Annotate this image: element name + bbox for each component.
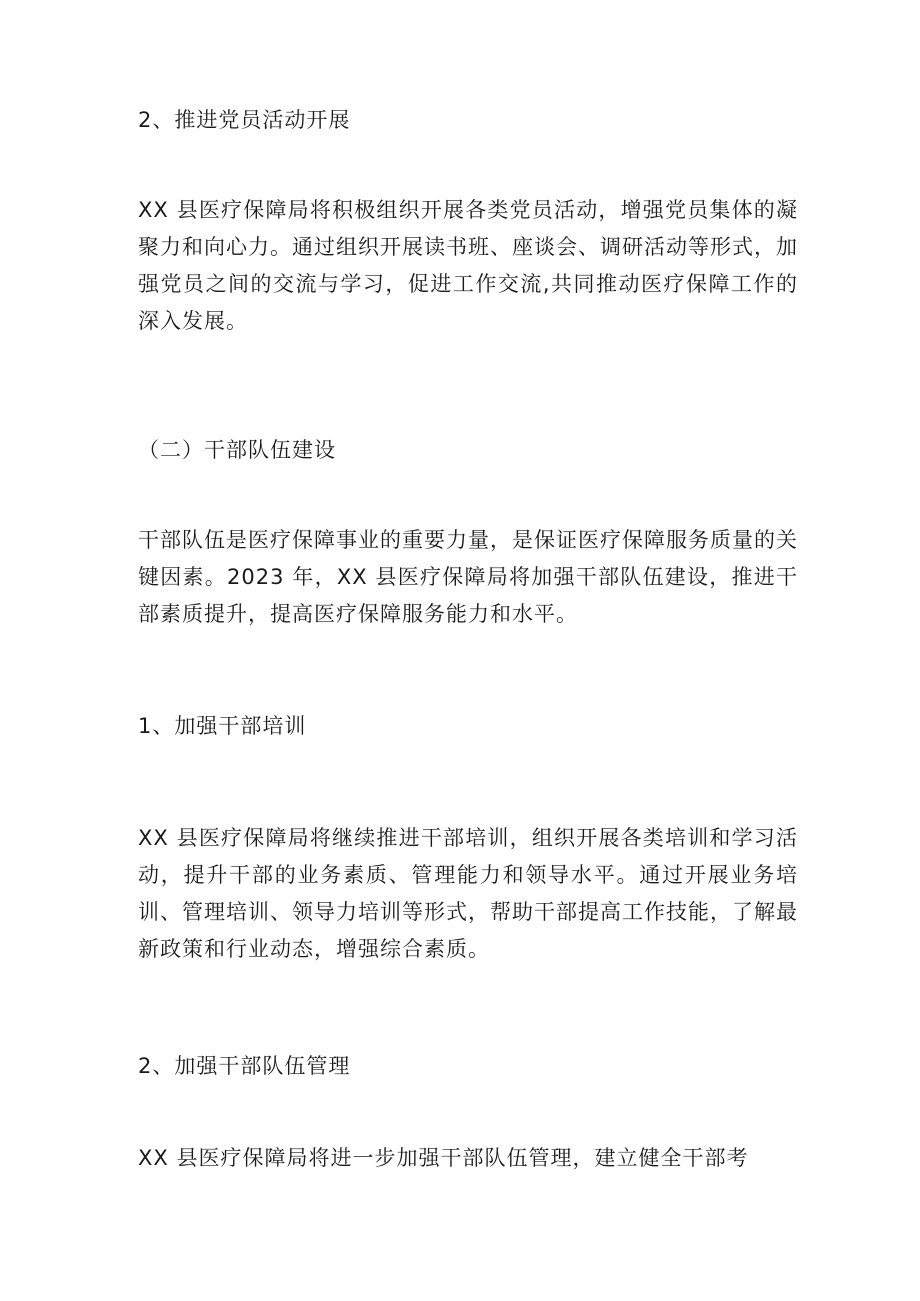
section-heading-cadre-team: （二）干部队伍建设	[138, 438, 336, 462]
paragraph-cadre-management: XX 县医疗保障局将进一步加强干部队伍管理，建立健全干部考	[138, 1146, 749, 1170]
section-heading-party-activities: 2、推进党员活动开展	[138, 108, 351, 132]
paragraph-cadre-team: 干部队伍是医疗保障事业的重要力量，是保证医疗保障服务质量的关键因素。2023 年，XX 县医疗保障局将加强干部队伍建设，推进干部素质提升，提高医疗保障服务能力和水平。	[138, 528, 798, 626]
paragraph-party-activities: XX 县医疗保障局将积极组织开展各类党员活动，增强党员集体的凝聚力和向心力。通过组织开展读书班、座谈会、调研活动等形式，加强党员之间的交流与学习，促进工作交流,共同推动医疗保障工作的深入发展。	[138, 198, 798, 333]
paragraph-cadre-training: XX 县医疗保障局将继续推进干部培训，组织开展各类培训和学习活动，提升干部的业务素质、管理能力和领导水平。通过开展业务培训、管理培训、领导力培训等形式，帮助干部提高工作技能，了解最新政策和行业动态，增强综合素质。	[138, 826, 798, 961]
section-heading-cadre-training: 1、加强干部培训	[138, 714, 307, 738]
section-heading-cadre-management: 2、加强干部队伍管理	[138, 1054, 351, 1078]
